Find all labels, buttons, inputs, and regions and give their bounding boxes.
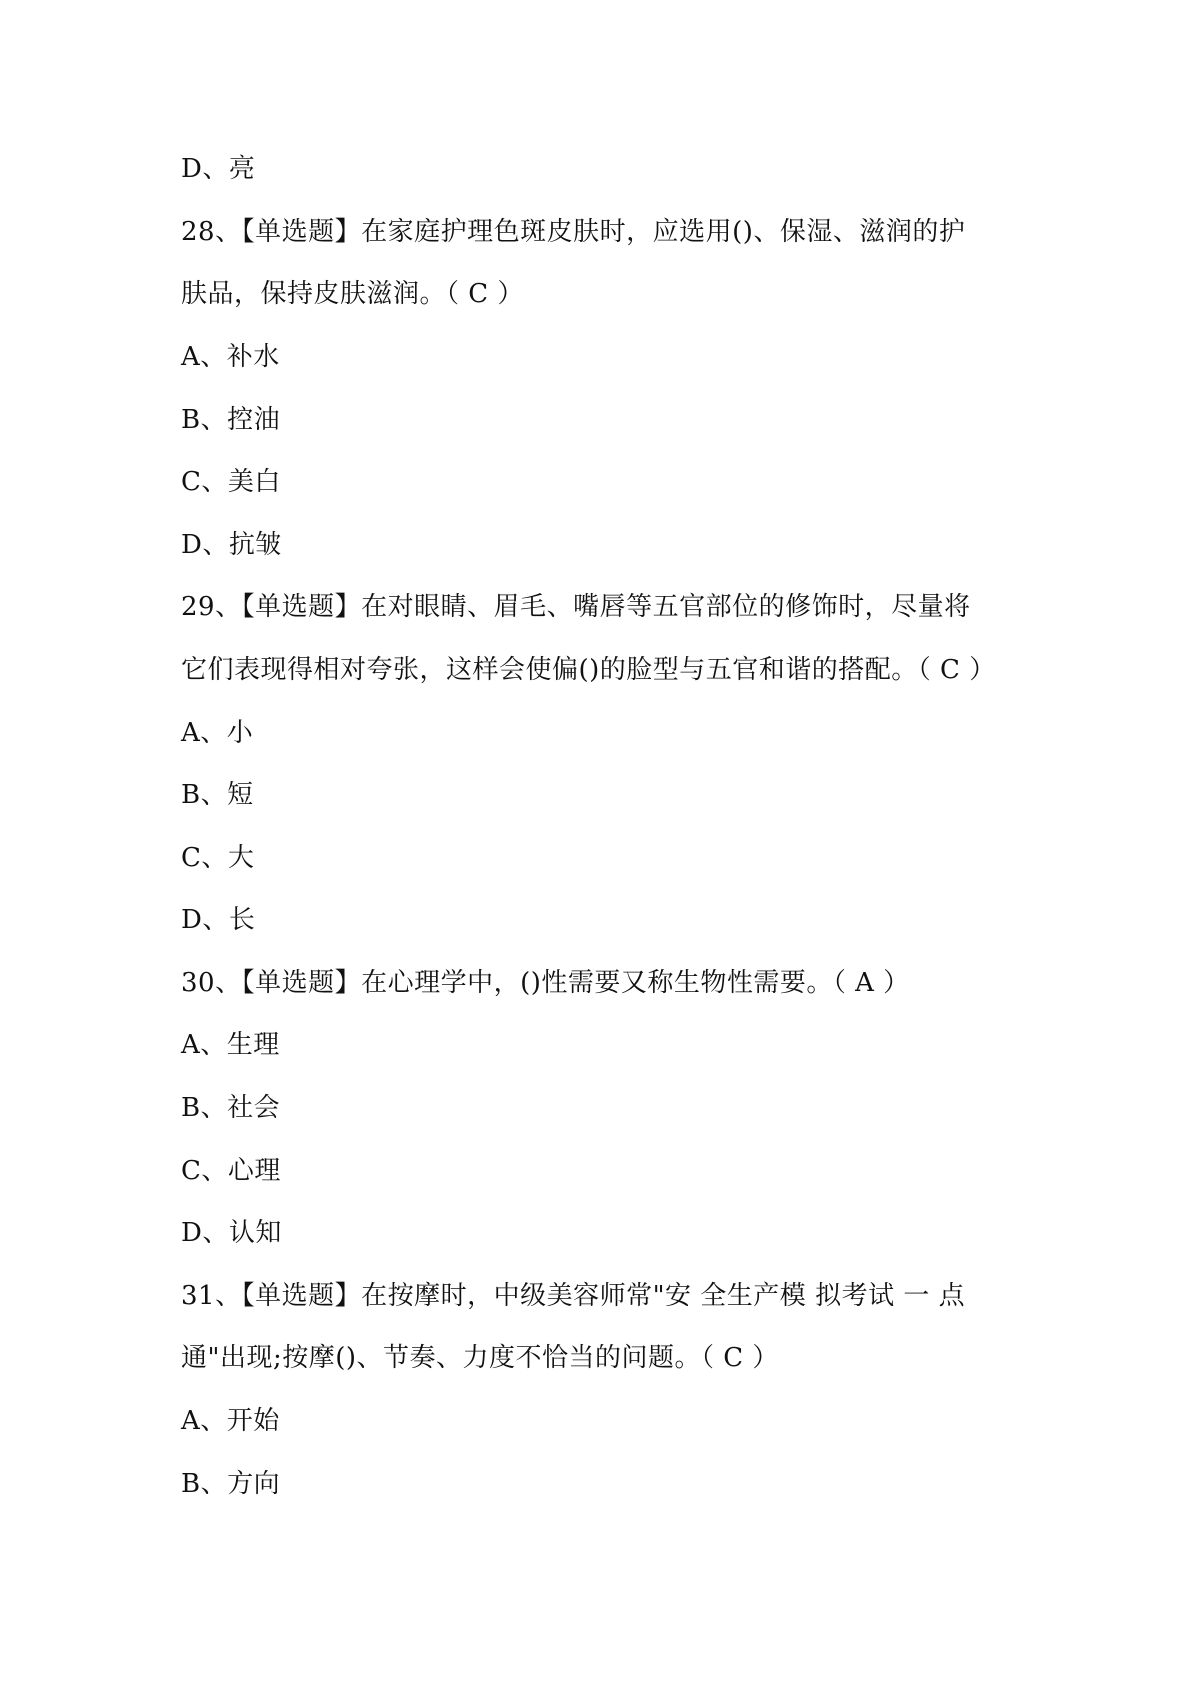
option-29-d: D、长 xyxy=(181,905,256,935)
option-29-c: C、大 xyxy=(181,843,255,873)
option-28-a: A、补水 xyxy=(181,342,280,372)
option-29-b: B、短 xyxy=(181,780,254,810)
option-28-c: C、美白 xyxy=(181,467,281,497)
option-31-b: B、方向 xyxy=(181,1469,281,1499)
option-30-d: D、认知 xyxy=(181,1218,282,1248)
question-31-stem-line-2: 通"出现;按摩()、节奏、力度不恰当的问题。（ C ） xyxy=(181,1343,779,1373)
option-28-d: D、抗皱 xyxy=(181,530,282,560)
question-31-stem-line-1: 31、【单选题】在按摩时，中级美容师常"安 全生产模 拟考试 一 点 xyxy=(181,1281,966,1311)
question-28-stem-line-1: 28、【单选题】在家庭护理色斑皮肤时，应选用()、保湿、滋润的护 xyxy=(181,217,966,247)
question-29-stem-line-2: 它们表现得相对夸张，这样会使偏()的脸型与五官和谐的搭配。（ C ） xyxy=(181,655,996,685)
option-31-a: A、开始 xyxy=(181,1406,280,1436)
option-29-a: A、小 xyxy=(181,718,254,748)
question-29-stem-line-1: 29、【单选题】在对眼睛、眉毛、嘴唇等五官部位的修饰时，尽量将 xyxy=(181,592,971,622)
option-28-b: B、控油 xyxy=(181,405,281,435)
option-27-d: D、亮 xyxy=(181,154,256,184)
question-28-stem-line-2: 肤品，保持皮肤滋润。（ C ） xyxy=(181,279,524,309)
option-30-b: B、社会 xyxy=(181,1093,281,1123)
option-30-c: C、心理 xyxy=(181,1156,281,1186)
option-30-a: A、生理 xyxy=(181,1030,280,1060)
question-30-stem: 30、【单选题】在心理学中，()性需要又称生物性需要。（ A ） xyxy=(181,968,910,998)
